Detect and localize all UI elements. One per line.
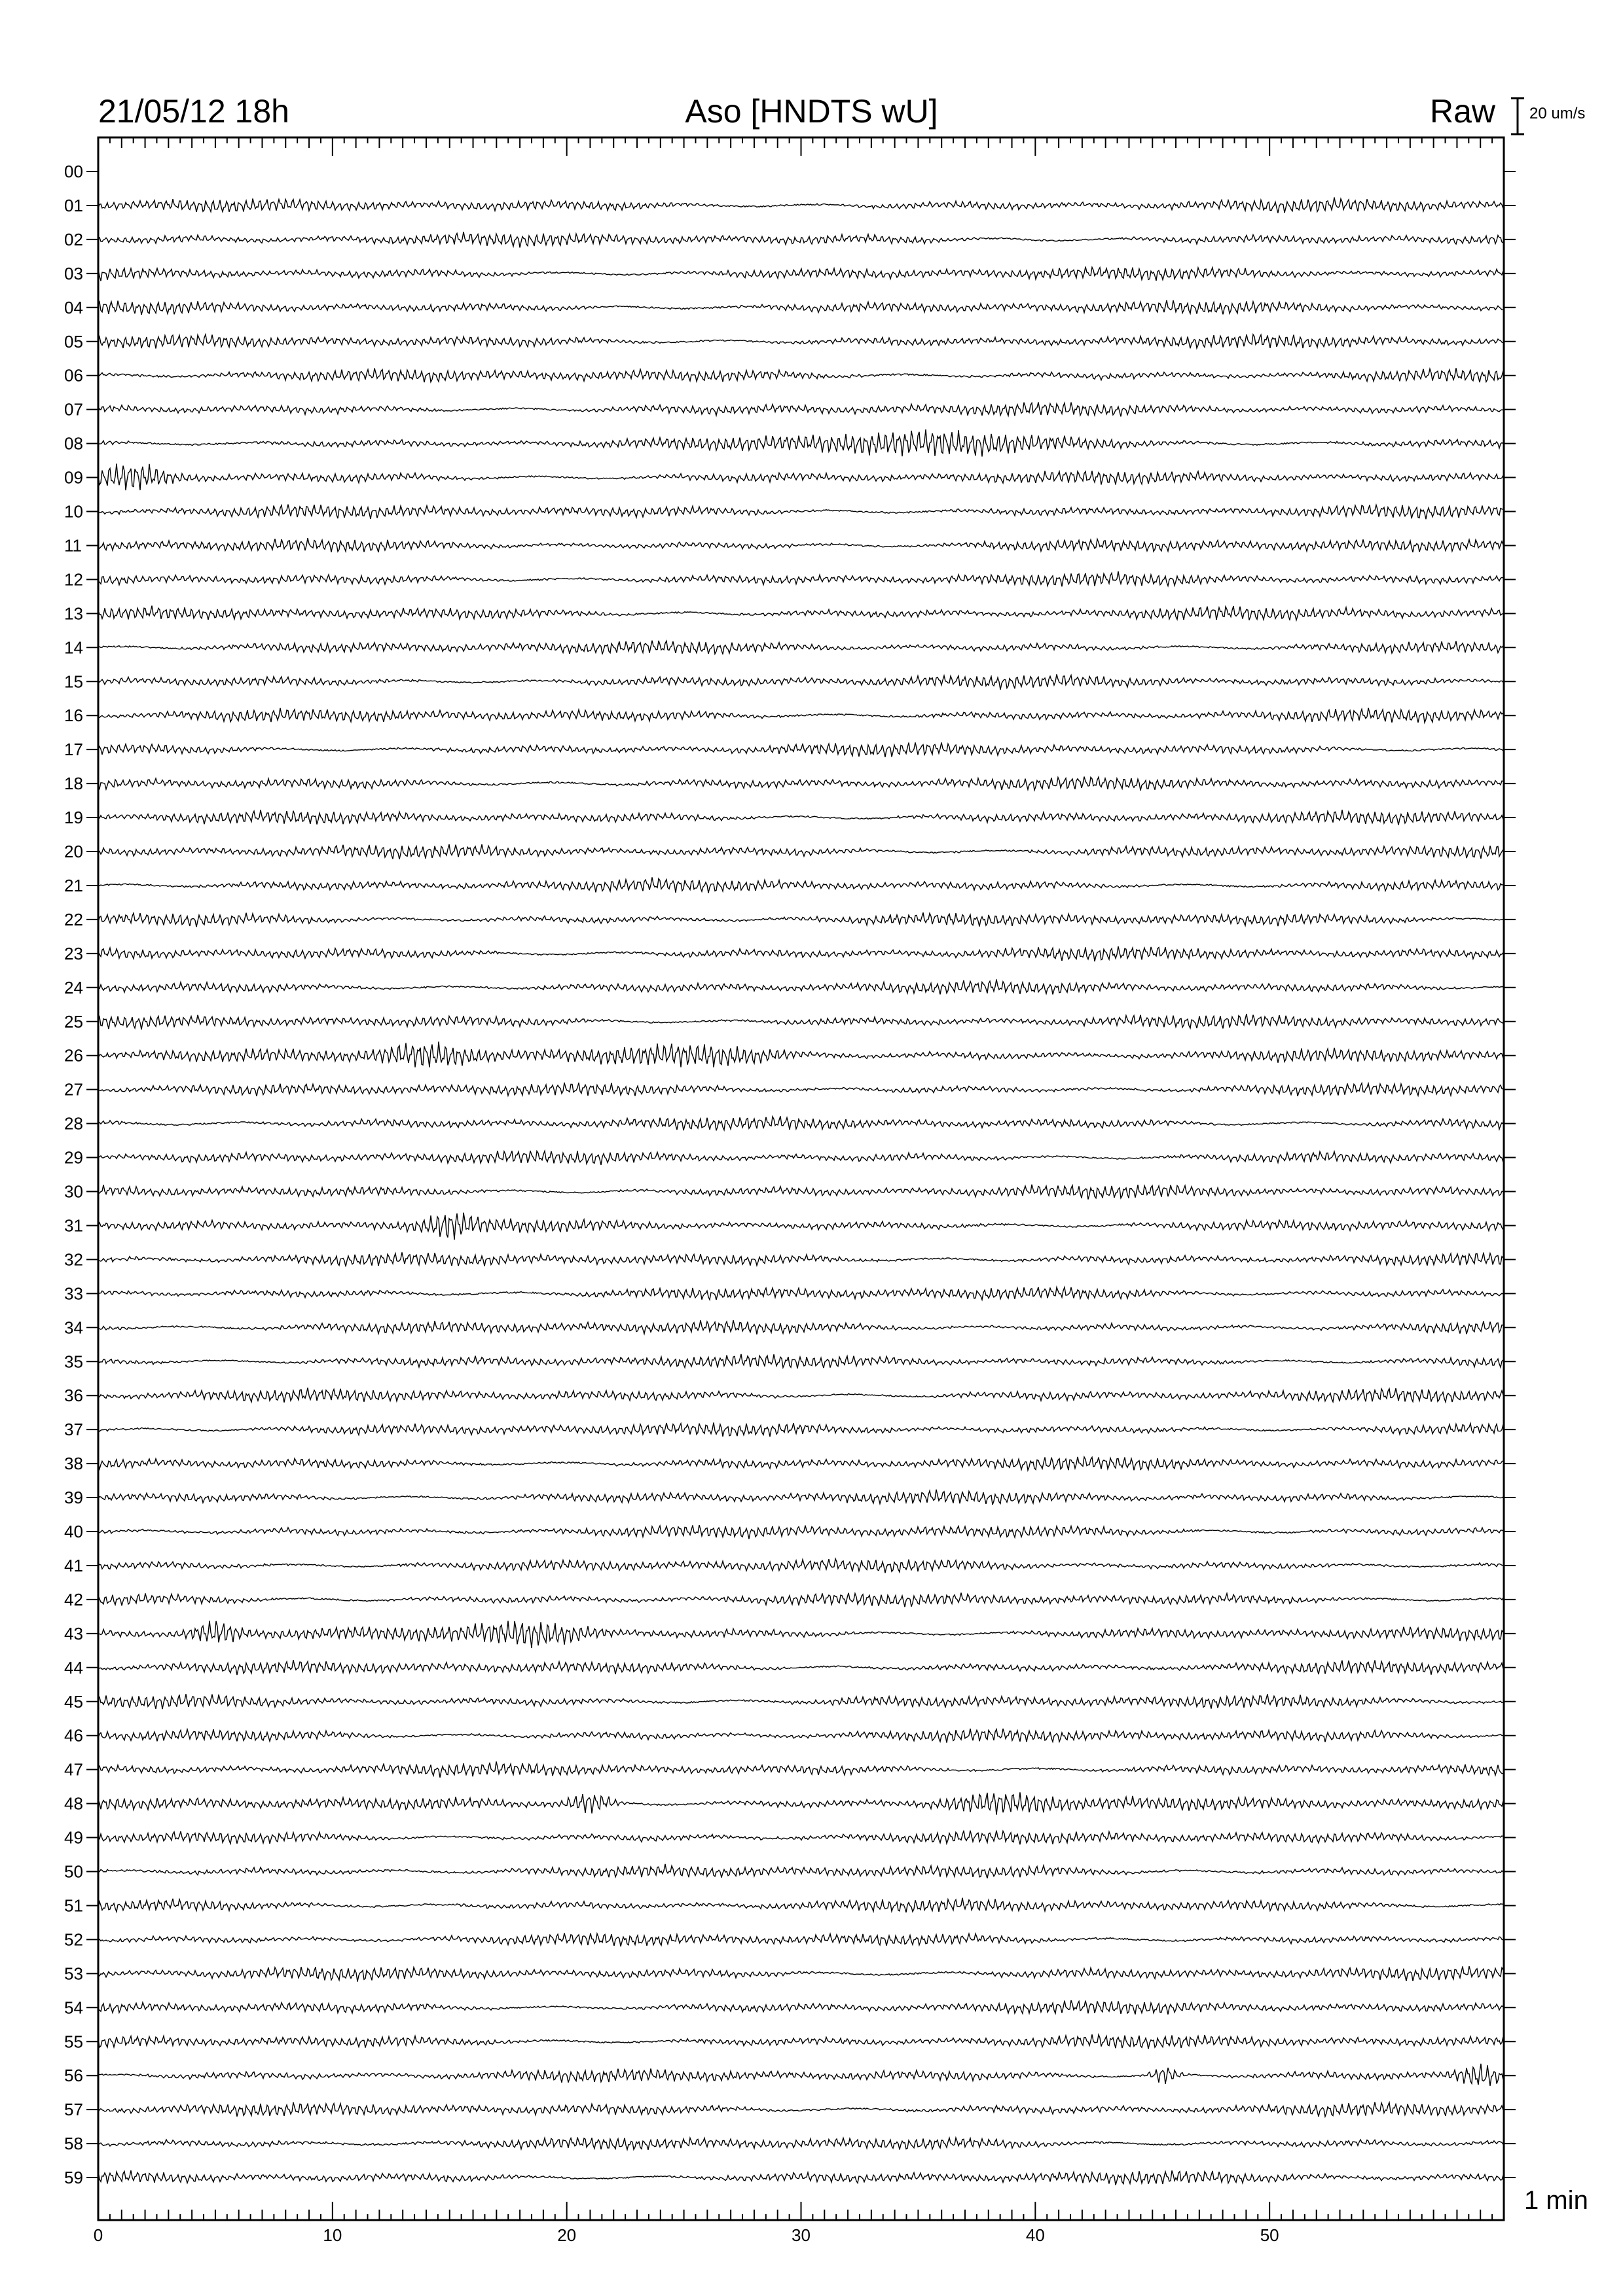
x-tick-label: 50 xyxy=(1260,2225,1279,2245)
row-label: 08 xyxy=(64,433,83,454)
row-label: 03 xyxy=(64,263,83,283)
trace-row-20 xyxy=(98,844,1503,859)
x-tick-label: 0 xyxy=(93,2225,103,2245)
row-label: 41 xyxy=(64,1555,83,1575)
row-label: 15 xyxy=(64,672,83,692)
row-label: 20 xyxy=(64,842,83,861)
trace-row-47 xyxy=(98,1761,1503,1777)
x-tick-label: 10 xyxy=(323,2225,342,2245)
trace-row-22 xyxy=(98,912,1503,927)
row-label: 02 xyxy=(64,229,83,249)
trace-row-25 xyxy=(98,1014,1503,1030)
row-label: 22 xyxy=(64,909,83,929)
trace-row-16 xyxy=(98,708,1503,723)
trace-row-57 xyxy=(98,2102,1503,2117)
row-label: 53 xyxy=(64,1964,83,1984)
row-label: 21 xyxy=(64,875,83,895)
trace-row-35 xyxy=(98,1354,1503,1369)
row-label: 40 xyxy=(64,1522,83,1541)
trace-row-38 xyxy=(98,1457,1503,1471)
row-label: 32 xyxy=(64,1249,83,1270)
row-label: 46 xyxy=(64,1725,83,1746)
scale-bar xyxy=(1511,98,1524,134)
row-label: 42 xyxy=(64,1589,83,1609)
row-label: 00 xyxy=(64,162,83,181)
date-label: 21/05/12 18h xyxy=(98,93,289,130)
trace-row-11 xyxy=(98,538,1503,552)
x-tick-labels xyxy=(94,2225,1279,2245)
trace-row-58 xyxy=(98,2138,1503,2150)
row-label: 14 xyxy=(64,637,83,658)
row-label: 43 xyxy=(64,1623,83,1643)
trace-row-01 xyxy=(98,198,1503,213)
trace-row-54 xyxy=(98,2000,1503,2015)
row-label: 35 xyxy=(64,1352,83,1372)
trace-row-29 xyxy=(98,1151,1503,1165)
trace-row-14 xyxy=(98,641,1503,655)
row-label: 38 xyxy=(64,1454,83,1474)
trace-row-12 xyxy=(98,571,1503,586)
trace-row-09 xyxy=(98,463,1503,490)
row-label: 45 xyxy=(64,1691,83,1712)
row-label: 34 xyxy=(64,1318,83,1338)
row-label: 52 xyxy=(64,1929,83,1950)
row-label: 47 xyxy=(64,1759,83,1780)
trace-row-05 xyxy=(98,334,1503,349)
trace-row-23 xyxy=(98,946,1503,961)
trace-row-26 xyxy=(98,1042,1503,1067)
row-label: 13 xyxy=(64,603,83,624)
row-label: 37 xyxy=(64,1420,83,1440)
row-label: 27 xyxy=(64,1079,83,1100)
row-label: 58 xyxy=(64,2134,83,2154)
row-label: 19 xyxy=(64,808,83,828)
row-label: 24 xyxy=(64,977,83,997)
trace-row-59 xyxy=(98,2170,1503,2185)
seismogram-traces xyxy=(98,198,1503,2185)
trace-row-42 xyxy=(98,1593,1503,1607)
trace-row-56 xyxy=(98,2064,1503,2086)
trace-row-07 xyxy=(98,403,1503,417)
trace-row-50 xyxy=(98,1864,1503,1878)
row-label: 26 xyxy=(64,1045,83,1066)
trace-row-45 xyxy=(98,1694,1503,1709)
x-axis-unit-label: 1 min xyxy=(1524,2186,1588,2215)
trace-row-18 xyxy=(98,777,1503,791)
trace-row-21 xyxy=(98,877,1503,893)
trace-row-13 xyxy=(98,605,1503,620)
row-label: 05 xyxy=(64,331,83,351)
row-label: 29 xyxy=(64,1147,83,1168)
trace-row-39 xyxy=(98,1490,1503,1505)
row-label: 54 xyxy=(64,1998,83,2018)
trace-row-04 xyxy=(98,300,1503,315)
row-label: 48 xyxy=(64,1793,83,1814)
trace-row-28 xyxy=(98,1116,1503,1130)
trace-row-34 xyxy=(98,1320,1503,1335)
row-label: 55 xyxy=(64,2032,83,2052)
row-label: 57 xyxy=(64,2100,83,2120)
row-label: 28 xyxy=(64,1113,83,1134)
scale-label: 20 um/s xyxy=(1529,105,1586,122)
row-label: 31 xyxy=(64,1215,83,1236)
trace-row-41 xyxy=(98,1559,1503,1573)
row-labels xyxy=(64,162,83,2187)
row-label: 04 xyxy=(64,297,83,317)
row-label: 49 xyxy=(64,1827,83,1848)
row-label: 16 xyxy=(64,706,83,726)
trace-row-32 xyxy=(98,1252,1503,1266)
trace-row-30 xyxy=(98,1185,1503,1200)
row-label: 59 xyxy=(64,2168,83,2188)
row-label: 11 xyxy=(64,535,82,556)
row-label: 10 xyxy=(64,501,83,522)
row-label: 50 xyxy=(64,1861,83,1882)
row-label: 30 xyxy=(64,1181,83,1202)
row-label: 51 xyxy=(64,1895,83,1916)
trace-row-03 xyxy=(98,266,1503,281)
row-label: 06 xyxy=(64,365,83,386)
x-tick-label: 40 xyxy=(1025,2225,1045,2245)
trace-row-36 xyxy=(98,1388,1503,1402)
trace-row-55 xyxy=(98,2034,1503,2049)
trace-row-52 xyxy=(98,1933,1503,1946)
row-label: 17 xyxy=(64,740,83,760)
row-label: 12 xyxy=(64,569,83,590)
row-label: 18 xyxy=(64,774,83,794)
trace-row-37 xyxy=(98,1423,1503,1437)
trace-row-17 xyxy=(98,742,1503,757)
row-label: 23 xyxy=(64,943,83,963)
trace-row-27 xyxy=(98,1083,1503,1096)
trace-row-31 xyxy=(98,1213,1503,1240)
row-label: 33 xyxy=(64,1283,83,1304)
trace-row-19 xyxy=(98,810,1503,825)
x-tick-label: 20 xyxy=(557,2225,577,2245)
trace-row-06 xyxy=(98,368,1503,382)
row-label: 36 xyxy=(64,1386,83,1406)
trace-row-10 xyxy=(98,505,1503,520)
trace-row-15 xyxy=(98,674,1503,690)
x-tick-label: 30 xyxy=(792,2225,811,2245)
row-label: 56 xyxy=(64,2066,83,2086)
row-label: 09 xyxy=(64,467,83,488)
trace-row-51 xyxy=(98,1898,1503,1912)
chart-title: Aso [HNDTS wU] xyxy=(685,93,938,130)
trace-row-49 xyxy=(98,1831,1503,1844)
trace-row-40 xyxy=(98,1525,1503,1539)
trace-row-24 xyxy=(98,979,1503,994)
trace-row-02 xyxy=(98,232,1503,247)
trace-row-33 xyxy=(98,1287,1503,1300)
row-label: 01 xyxy=(64,195,83,215)
trace-row-48 xyxy=(98,1792,1503,1814)
mode-label: Raw xyxy=(1429,93,1495,130)
trace-row-44 xyxy=(98,1660,1503,1675)
trace-row-08 xyxy=(98,429,1503,456)
trace-row-46 xyxy=(98,1729,1503,1742)
row-label: 07 xyxy=(64,399,83,420)
trace-row-53 xyxy=(98,1966,1503,1982)
row-label: 39 xyxy=(64,1488,83,1508)
row-label: 44 xyxy=(64,1657,83,1677)
trace-row-43 xyxy=(98,1621,1503,1649)
row-label: 25 xyxy=(64,1011,83,1031)
